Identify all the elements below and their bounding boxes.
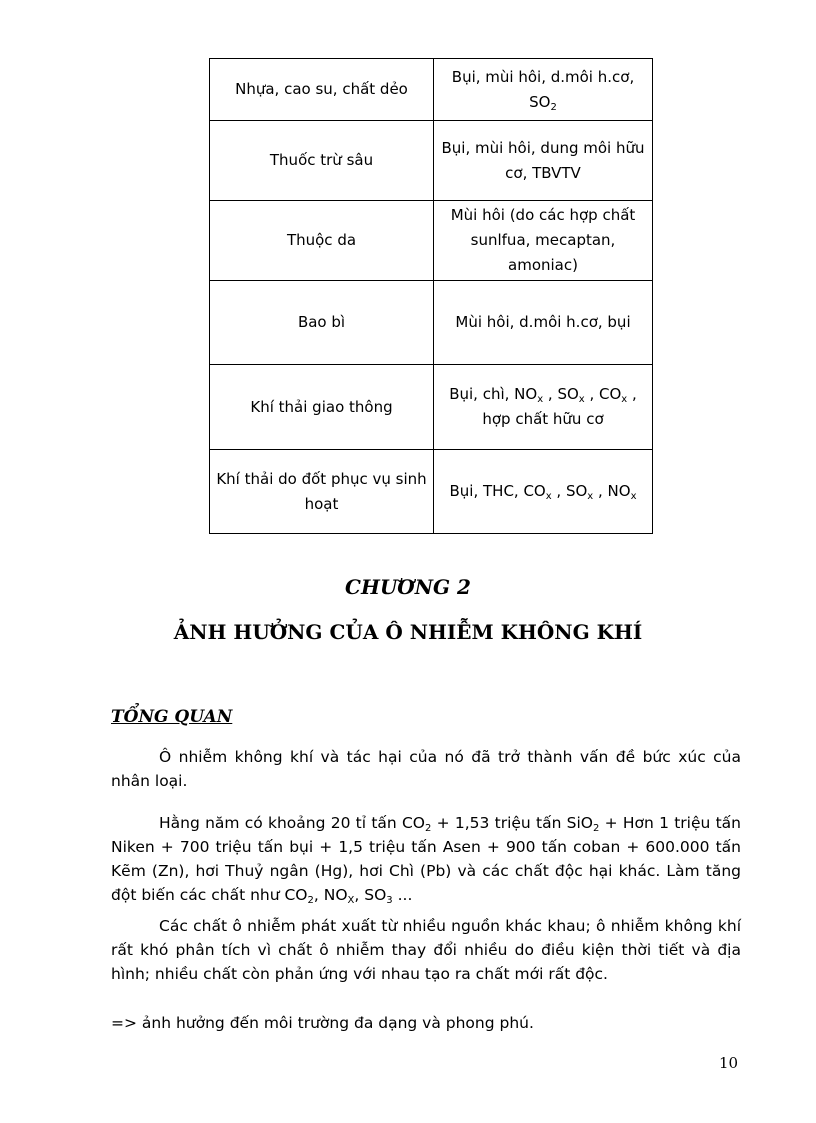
pollutant-cell: Bụi, mùi hôi, dung môi hữu cơ, TBVTV: [434, 121, 653, 201]
chapter-title: ẢNH HƯỞNG CỦA Ô NHIỄM KHÔNG KHÍ: [173, 620, 643, 644]
section-heading: TỔNG QUAN: [111, 707, 233, 727]
source-cell: Khí thải giao thông: [210, 365, 434, 450]
source-cell: Khí thải do đốt phục vụ sinh hoạt: [210, 450, 434, 534]
table-row: [210, 365, 653, 450]
page-number: 10: [719, 1054, 739, 1072]
paragraph-emissions: Hằng năm có khoảng 20 tỉ tấn $CO_2 + 1,53$ triệu tấn SiO$_2$ + Hơn 1 triệu tấn Niken + 700 triệu tấn bụi + 1,5 triệu tấn Asen + 900 tấn coban + 600.000 tấn Kẽm (Zn), hơi Thuỷ ngân (Hg), hơi Chì (Pb) và các chất độc hại khác. Làm tăng đột biến các chất như $CO_2$, $NO_X$, $SO_3$ ...: [111, 814, 741, 906]
paragraph-sources: Các chất ô nhiễm phát xuất từ nhiều nguồn khác khau; ô nhiễm không khí rất khó phân tích vì chất ô nhiễm thay đổi nhiều do điều kiện thời tiết và địa hình; nhiều chất còn phản ứng với nhau tạo ra chất mới rất độc.: [111, 917, 741, 983]
table-row: [210, 121, 653, 201]
source-cell: Nhựa, cao su, chất dẻo: [210, 59, 434, 121]
pollutant-cell: Mùi hôi, d.môi h.cơ, bụi: [434, 281, 653, 365]
paragraph-intro: Ô nhiễm không khí và tác hại của nó đã trở thành vấn đề bức xúc của nhân loại.: [111, 748, 741, 790]
source-cell: Bao bì: [210, 281, 434, 365]
source-cell: Thuộc da: [210, 201, 434, 281]
paragraph-conclusion: => ảnh hưởng đến môi trường đa dạng và phong phú.: [111, 1014, 534, 1032]
table-row: [210, 59, 653, 121]
pollutant-cell: Bụi, mùi hôi, d.môi h.cơ, $SO_2$: [434, 59, 653, 121]
pollution-source-table: [209, 58, 653, 534]
table-row: [210, 281, 653, 365]
source-cell: Thuốc trừ sâu: [210, 121, 434, 201]
chapter-label: CHƯƠNG 2: [345, 575, 471, 599]
table-row: [210, 450, 653, 534]
pollutant-cell: Bụi, chì, $NO_x$ , $SO_x$ , $CO_x$ , hợp chất hữu cơ: [434, 365, 653, 450]
pollutant-cell: Mùi hôi (do các hợp chất sunlfua, mecaptan, amoniac): [434, 201, 653, 281]
pollutant-cell: Bụi, THC, $CO_x$ , $SO_x$ , $NO_x$: [434, 450, 653, 534]
table-row: [210, 201, 653, 281]
